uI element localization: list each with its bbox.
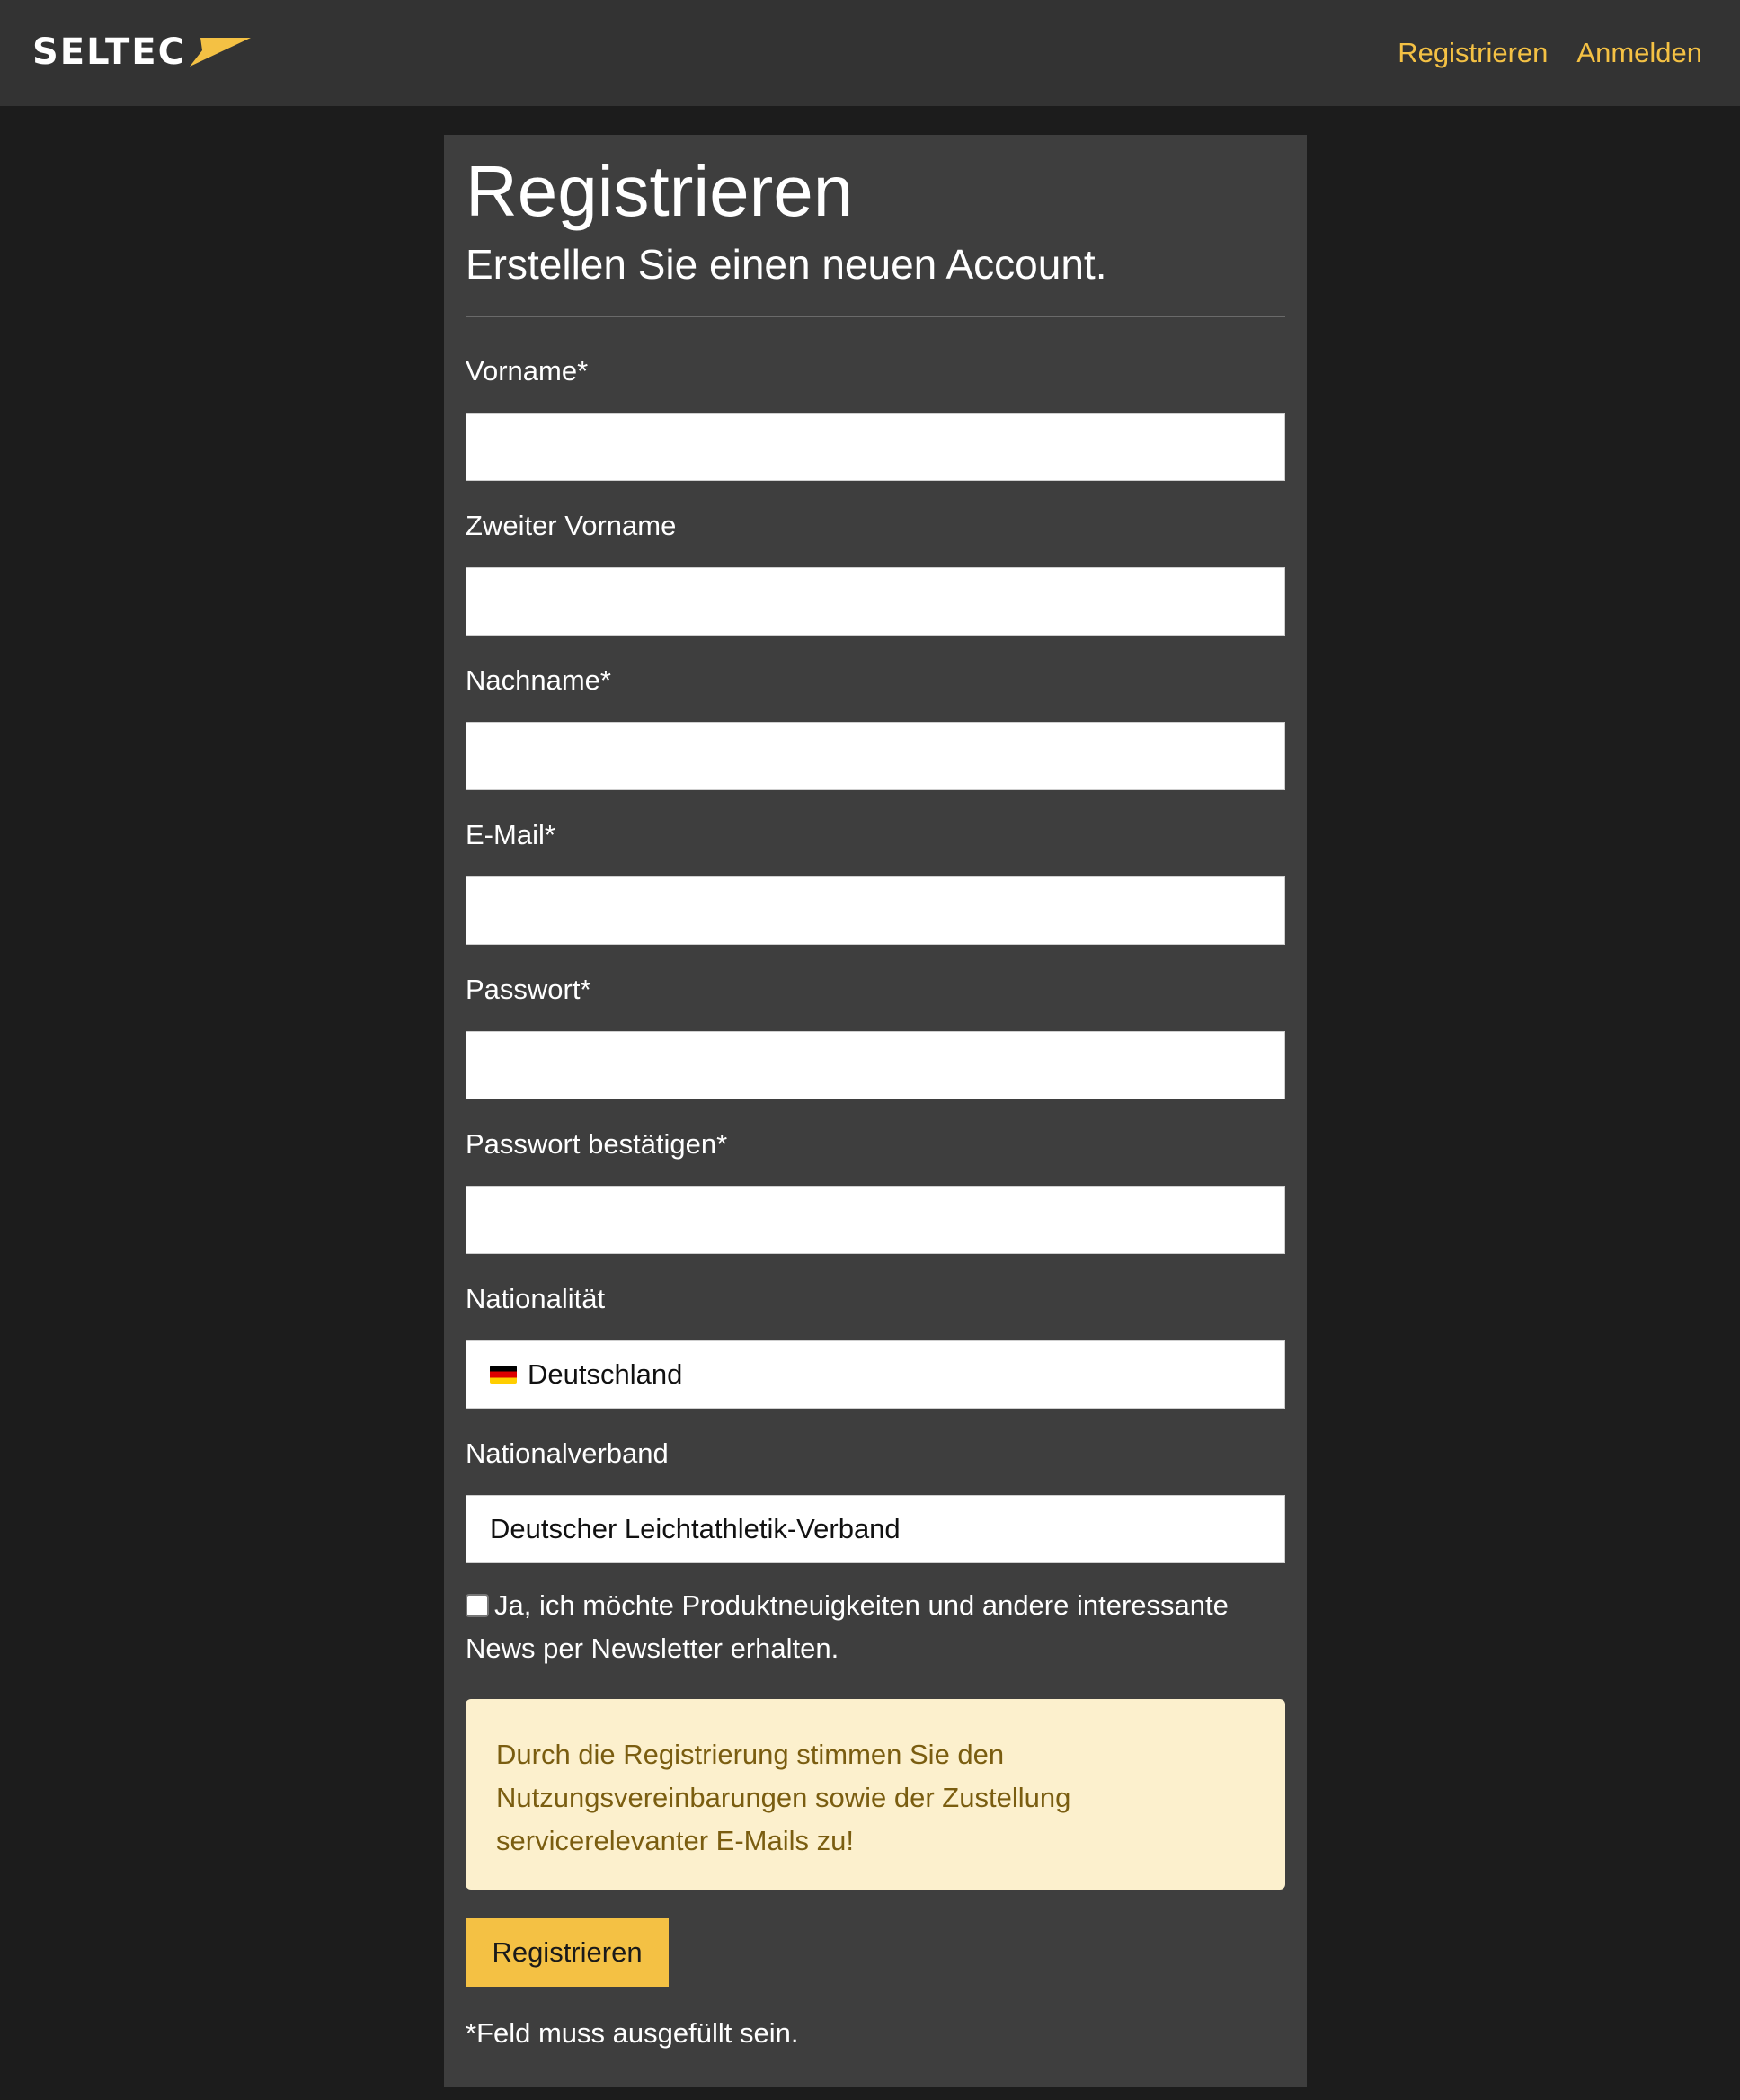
first-name-label: Vorname* bbox=[466, 355, 589, 387]
seltec-logo[interactable] bbox=[32, 31, 251, 73]
germany-flag-icon bbox=[490, 1366, 517, 1384]
password-confirm-label: Passwort bestätigen* bbox=[466, 1128, 728, 1160]
newsletter-label: Ja, ich möchte Produktneuigkeiten und andere interessante News per Newsletter erhalten. bbox=[466, 1589, 1229, 1664]
federation-group bbox=[466, 1436, 1285, 1563]
last-name-label: Nachname* bbox=[466, 664, 611, 696]
page-title: Registrieren bbox=[466, 151, 854, 231]
password-group bbox=[466, 972, 1285, 1099]
password-confirm-input[interactable] bbox=[466, 1186, 1285, 1254]
nationality-group bbox=[466, 1281, 1285, 1409]
register-button[interactable]: Registrieren bbox=[466, 1918, 669, 1987]
nav-link-anmelden[interactable]: Anmelden bbox=[1576, 37, 1702, 68]
middle-name-label: Zweiter Vorname bbox=[466, 510, 677, 541]
nav-link-registrieren[interactable]: Registrieren bbox=[1398, 37, 1549, 68]
nationality-label: Nationalität bbox=[466, 1283, 606, 1314]
email-input[interactable] bbox=[466, 876, 1285, 945]
registration-card bbox=[444, 135, 1307, 2087]
navbar bbox=[0, 0, 1740, 106]
password-label: Passwort* bbox=[466, 974, 591, 1005]
lightning-bolt-icon bbox=[188, 34, 251, 70]
first-name-input[interactable] bbox=[466, 413, 1285, 481]
terms-notice: Durch die Registrierung stimmen Sie den Nutzungsvereinbarungen sowie der Zustellung servicerelevanter E-Mails zu! bbox=[466, 1699, 1285, 1890]
federation-value: Deutscher Leichtathletik-Verband bbox=[490, 1513, 901, 1544]
federation-label: Nationalverband bbox=[466, 1437, 669, 1469]
newsletter-checkbox[interactable] bbox=[466, 1594, 489, 1617]
newsletter-option bbox=[466, 1584, 1285, 1670]
page-subtitle: Erstellen Sie einen neuen Account. bbox=[466, 241, 1107, 288]
nav-links bbox=[1398, 32, 1702, 74]
required-field-note: *Feld muss ausgefüllt sein. bbox=[466, 2017, 799, 2049]
nationality-select[interactable] bbox=[466, 1340, 1285, 1409]
last-name-input[interactable] bbox=[466, 722, 1285, 790]
brand-name: SELTEC bbox=[32, 31, 186, 73]
middle-name-group bbox=[466, 508, 1285, 636]
middle-name-input[interactable] bbox=[466, 567, 1285, 636]
federation-select[interactable] bbox=[466, 1495, 1285, 1563]
password-confirm-group bbox=[466, 1126, 1285, 1254]
last-name-group bbox=[466, 663, 1285, 790]
email-group bbox=[466, 817, 1285, 945]
first-name-group bbox=[466, 353, 1285, 481]
password-input[interactable] bbox=[466, 1031, 1285, 1099]
email-label: E-Mail* bbox=[466, 819, 555, 850]
divider bbox=[466, 316, 1285, 317]
nationality-value: Deutschland bbox=[528, 1358, 683, 1390]
